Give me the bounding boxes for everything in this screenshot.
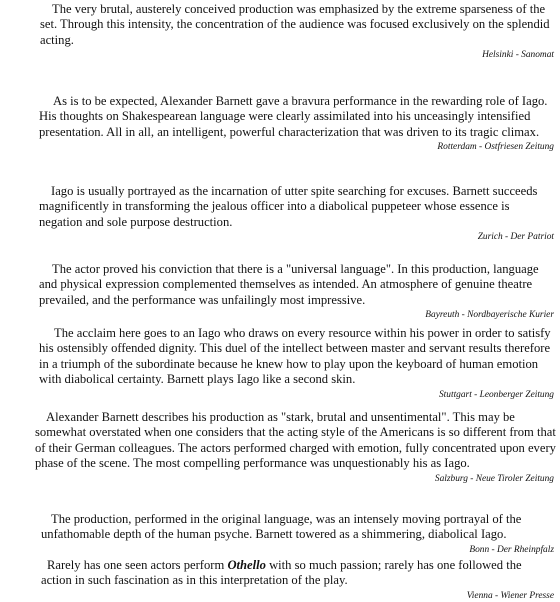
review-quote: The very brutal, austerely conceived production was emphasized by the extreme sparseness of the set. Through this intensity, the concentration of the audience was focused exclusively on the splendid acting. bbox=[40, 2, 550, 47]
review-source: Zurich - Der Patriot bbox=[477, 232, 554, 243]
review-source: Stuttgart - Leonberger Zeitung bbox=[438, 389, 554, 400]
review-salzburg bbox=[0, 410, 560, 485]
review-quote: The acclaim here goes to an Iago who draws on every resource within his power in order to satisfy his ostensibly offended dignity. This duel of the intellect between master and servant results therefore in a triumph of the subordinate because he knew how to play upon the keyboard of human emotion with diabolical certainty. Barnett plays Iago like a second skin. bbox=[39, 326, 551, 387]
review-bayreuth bbox=[0, 262, 560, 321]
review-helsinki bbox=[0, 2, 560, 61]
quote-part: Rarely has one seen actors perform bbox=[47, 558, 228, 572]
review-source: Bonn - Der Rheinpfalz bbox=[469, 544, 554, 555]
review-zurich bbox=[0, 184, 560, 243]
review-source: Salzburg - Neue Tiroler Zeitung bbox=[434, 473, 554, 484]
play-title: Othello bbox=[227, 558, 266, 572]
review-source: Rotterdam - Ostfriesen Zeitung bbox=[437, 142, 554, 153]
review-quote: Iago is usually portrayed as the incarnation of utter spite searching for excuses. Barnett succeeds magnificently in transforming the jealous officer into a diabolical puppeteer whose essence is negation and sole purpose destruction. bbox=[39, 184, 538, 229]
review-source: Helsinki - Sanomat bbox=[482, 50, 554, 61]
review-bonn bbox=[0, 512, 560, 556]
review-quote: Alexander Barnett describes his production as "stark, brutal and unsentimental". This may be somewhat overstated when one considers that the acting style of the Americans is so different from that of their German colleagues. The actors performed charged with emotion, fully concentrated upon every phase of the scene. The most compelling performance was unquestionably his as Iago. bbox=[35, 410, 556, 471]
review-vienna bbox=[0, 558, 560, 602]
review-quote bbox=[0, 558, 560, 589]
review-rotterdam bbox=[0, 94, 560, 153]
review-source: Bayreuth - Nordbayerische Kurier bbox=[425, 310, 554, 321]
review-quote: As is to be expected, Alexander Barnett gave a bravura performance in the rewarding role of Iago. His thoughts on Shakespearean language were clearly assimilated into his unceasingly intensified presentation. All in all, an intelligent, powerful characterization that was driven to its tragic climax. bbox=[39, 94, 548, 139]
quote-part: with so much passion; rarely has one followed the action in such fascination as in this interpretation of the play. bbox=[41, 558, 522, 588]
review-quote: The production, performed in the original language, was an intensely moving portrayal of the unfathomable depth of the human psyche. Barnett towered as a shimmering, diabolical Iago. bbox=[41, 512, 522, 542]
review-quote: The actor proved his conviction that there is a "universal language". In this production, language and physical expression complemented themselves as intended. An atmosphere of genuine theatre prevailed, and the performance was unfailingly most impressive. bbox=[39, 262, 539, 307]
review-source: Vienna - Wiener Presse bbox=[466, 590, 554, 601]
review-stuttgart bbox=[0, 326, 560, 401]
